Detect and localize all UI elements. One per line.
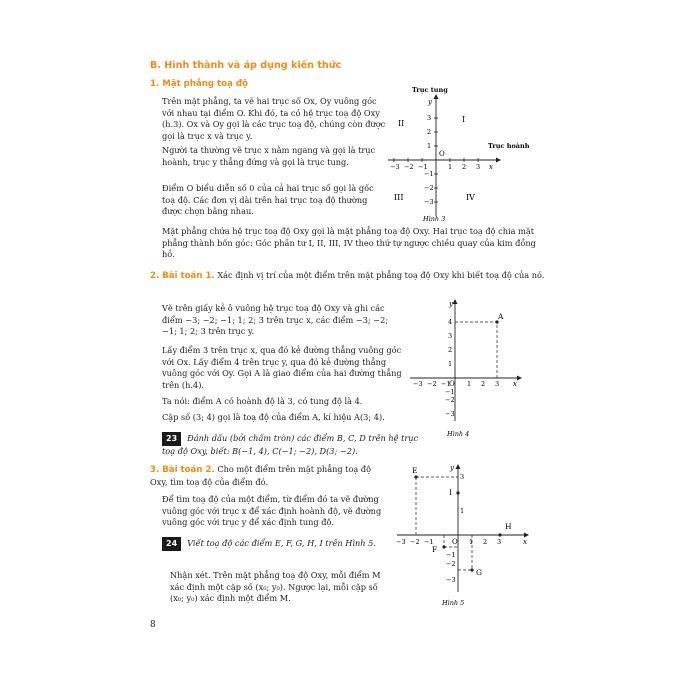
point-H-label: H (505, 522, 512, 531)
x-tick: 3 (495, 380, 500, 388)
y-axis-arrow (453, 299, 458, 304)
y-axis-arrow (456, 464, 461, 469)
quadrant-IV: IV (466, 193, 475, 202)
y-tick: −3 (424, 198, 434, 206)
s2-paragraph-4: Cặp số (3; 4) gọi là toạ độ của điểm A, kí hiệu A(3; 4). (162, 412, 385, 422)
point-F-label: F (432, 545, 438, 554)
y-tick: 3 (427, 114, 432, 122)
s1-paragraph-1: Trên mặt phẳng, ta vẽ hai trục số Ox, Oy vuông góc với nhau tại điểm O. Khi đó, ta có hệ trục toạ độ Oxy (h.3). Ox và Oy gọi là các trục toạ độ, chúng còn được gọi là trục x và trục y. (162, 96, 386, 141)
x-tick: −1 (418, 163, 428, 171)
point-I-label: I (449, 488, 452, 497)
y-tick: 2 (427, 128, 432, 136)
point-F (442, 545, 445, 548)
x-tick: 2 (481, 380, 486, 388)
x-label: x (489, 163, 493, 171)
x-tick: −3 (396, 538, 406, 546)
x-axis-arrow (517, 376, 522, 381)
point-G-label: G (476, 568, 482, 577)
section-2-intro: Xác định vị trí của một điểm trên mặt phẳng toạ độ Oxy khi biết toạ độ của nó. (217, 270, 545, 280)
x-tick: −2 (404, 163, 414, 171)
figure-3 (380, 82, 550, 227)
y-tick: −3 (446, 576, 456, 584)
point-I (456, 491, 459, 494)
y-tick: 1 (448, 360, 453, 368)
remark: Nhận xét. Trên mặt phẳng toạ độ Oxy, mỗi điểm M xác định một cặp số (x₀; y₀). Ngược lại, mỗi cặp số (x₀; y₀) xác định một điểm M. (170, 570, 381, 604)
y-tick: −2 (446, 560, 456, 568)
section-2-title: 2. Bài toán 1. (150, 271, 215, 281)
x-tick: 3 (476, 163, 481, 171)
figure-caption: Hình 4 (447, 430, 470, 438)
section-title: B. Hình thành và áp dụng kiến thức (150, 60, 342, 71)
origin-label: O (452, 538, 458, 546)
y-tick: −1 (446, 551, 456, 559)
exercise-number: 24 (162, 537, 181, 551)
x-tick: 2 (483, 538, 488, 546)
x-tick: 3 (497, 538, 502, 546)
exercise-text: Đánh dấu (bởi chấm tròn) các điểm B, C, D trên hệ trục toạ độ Oxy, biết: B(−1, 4), C(−1; −2), D(3; −2). (162, 433, 419, 456)
x-tick: −3 (413, 380, 423, 388)
x-axis-arrow (496, 158, 501, 163)
x-tick: −2 (427, 380, 437, 388)
y-axis-name: Trục tung (412, 86, 448, 94)
x-label: x (523, 538, 527, 546)
point-E-label: E (412, 466, 418, 475)
x-tick: 1 (448, 163, 453, 171)
s1-paragraph-2: Người ta thường vẽ trục x nằm ngang và gọi là trục hoành, trục y thẳng đứng và gọi là trục tung. (162, 145, 376, 167)
section-3-heading (150, 464, 390, 488)
section-3-intro: Cho một điểm trên mặt phẳng toạ độ Oxy, tìm toạ độ của điểm đó. (150, 464, 372, 487)
point-E (414, 475, 417, 478)
y-label: y (450, 464, 454, 472)
s2-paragraph-2: Lấy điểm 3 trên trục x, qua đó kẻ đường thẳng vuông góc với Ox. Lấy điểm 4 trên trục y, qua đó kẻ đường thẳng vuông góc với Oy. Gọi A là giao điểm của hai đường thẳng trên (h.4). (162, 345, 402, 390)
x-tick: −2 (410, 538, 420, 546)
exercise-23 (162, 432, 427, 457)
exercise-text: Viết toạ độ các điểm E, F, G, H, I trên Hình 5. (187, 538, 376, 548)
page-number: 8 (150, 620, 156, 630)
point-H (498, 533, 501, 536)
s2-paragraph-1: Vẽ trên giấy kẻ ô vuông hệ trục toạ độ Oxy và ghi các điểm −3; −2; −1; 1; 2; 3 trên trục x, các điểm −3; −2; −1; 1; 2; 3 trên trục y. (162, 303, 389, 337)
y-tick: 3 (460, 473, 465, 481)
x-axis-name: Trục hoành (488, 142, 530, 150)
y-label: y (428, 98, 432, 106)
s1-paragraph-3: Điểm O biểu diễn số 0 của cả hai trục số gọi là gốc toạ độ. Các đơn vị dài trên hai trục toạ độ thường được chọn bằng nhau. (162, 183, 374, 217)
y-tick: −1 (445, 388, 455, 396)
exercise-number: 23 (162, 432, 181, 446)
point-G (470, 568, 473, 571)
x-tick: 1 (467, 380, 472, 388)
y-tick: 4 (448, 318, 453, 326)
section-3-title: 3. Bài toán 2. (150, 465, 215, 475)
y-tick: −3 (445, 410, 455, 418)
quadrant-I: I (462, 115, 466, 124)
quadrant-II: II (398, 119, 405, 128)
figure-5 (392, 462, 542, 612)
y-tick: −2 (424, 184, 434, 192)
x-label: x (513, 380, 517, 388)
y-tick: −2 (445, 396, 455, 404)
x-tick: −1 (441, 380, 451, 388)
exercise-24 (162, 537, 387, 551)
x-tick: 1 (469, 538, 474, 546)
s1-paragraph-4: Mặt phẳng chứa hệ trục toạ độ Oxy gọi là mặt phẳng toạ độ Oxy. Hai trục toạ độ chia mặt phẳng thành bốn góc: Góc phần tư I, II, III, IV theo thứ tự ngược chiều quay của kim đồng hồ. (162, 226, 536, 260)
point-A-label: A (498, 312, 504, 321)
origin-label: O (439, 150, 445, 158)
quadrant-III: III (394, 193, 404, 202)
y-tick: 1 (460, 507, 465, 515)
y-tick: 1 (427, 142, 432, 150)
figure-4 (405, 296, 530, 446)
figure-caption: Hình 3 (423, 215, 446, 223)
figure-caption: Hình 5 (442, 599, 465, 607)
x-tick: 2 (462, 163, 467, 171)
section-1-title: 1. Mặt phẳng toạ độ (150, 79, 248, 89)
y-tick: −1 (424, 170, 434, 178)
s2-paragraph-3: Ta nói: điểm A có hoành độ là 3, có tung độ là 4. (162, 396, 363, 406)
x-tick: −3 (390, 163, 400, 171)
y-tick: 3 (448, 332, 453, 340)
y-label: y (449, 300, 453, 308)
section-2-heading (150, 270, 545, 283)
x-axis-arrow (524, 533, 529, 538)
y-tick: 2 (448, 346, 453, 354)
y-axis-arrow (434, 94, 439, 99)
x-tick: −1 (424, 538, 434, 546)
s3-paragraph-1: Để tìm toạ độ của một điểm, từ điểm đó ta vẽ đường vuông góc với trục x để xác định hoành độ, vẽ đường vuông góc với trục y để xác định tung độ. (162, 494, 382, 528)
origin-label: O (449, 380, 455, 388)
